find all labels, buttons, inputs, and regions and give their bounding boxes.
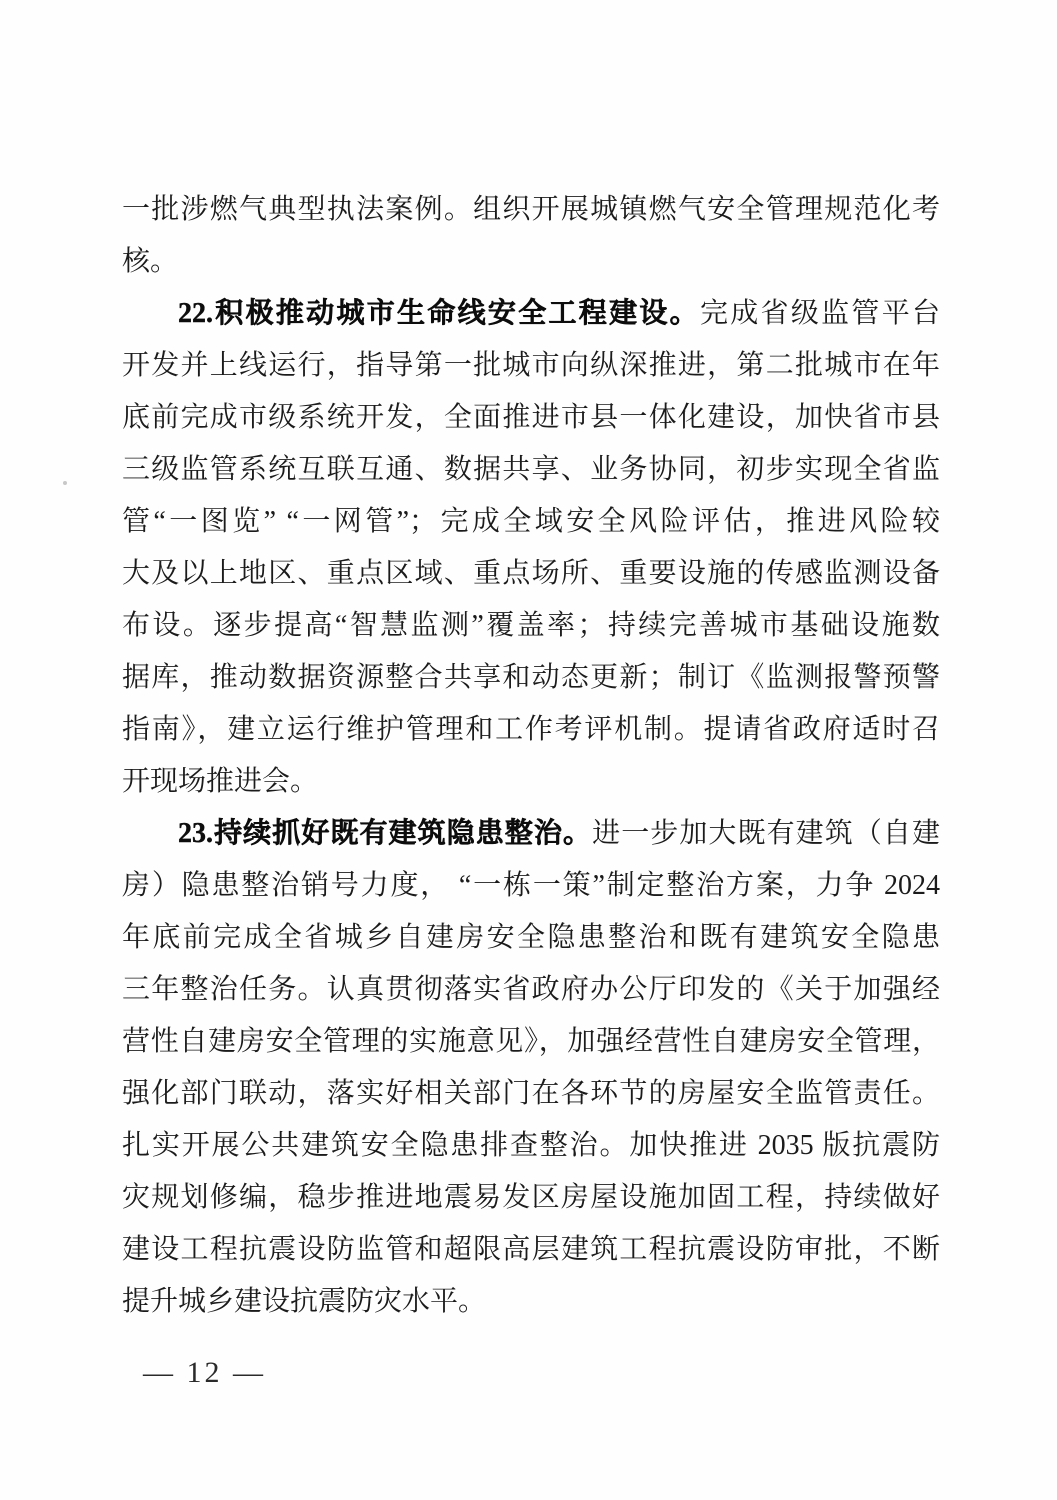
text-line [122,184,940,236]
body-text: 提升城乡建设抗震防灾水平。 [122,1286,487,1317]
text-line [122,1172,940,1224]
text-line [122,496,940,548]
body-text: 指南》，建立运行维护管理和工作考评机制。提请省政府适时召 [122,714,940,745]
text-line [122,704,940,756]
body-text: 三年整治任务。认真贯彻落实省政府办公厅印发的《关于加强经 [122,974,940,1005]
body-text: 核。 [122,246,179,277]
body-text: 完成省级监管平台 [699,298,940,329]
body-text: 开发并上线运行，指导第一批城市向纵深推进，第二批城市在年 [122,350,940,381]
page-number: — 12 — [143,1356,266,1389]
text-line [122,548,940,600]
text-line [122,600,940,652]
text-line [122,808,940,860]
body-text: 建设工程抗震设防监管和超限高层建筑工程抗震设防审批，不断 [122,1234,940,1265]
page-footer [143,1356,266,1390]
text-line [122,1016,940,1068]
body-text: 开现场推进会。 [122,766,319,797]
text-line [122,912,940,964]
text-line [122,652,940,704]
body-text: 年底前完成全省城乡自建房安全隐患整治和既有建筑安全隐患 [122,922,940,953]
body-text: 据库，推动数据资源整合共享和动态更新；制订《监测报警预警 [122,662,940,693]
body-text: 一批涉燃气典型执法案例。组织开展城镇燃气安全管理规范化考 [122,194,940,225]
body-text: 底前完成市级系统开发，全面推进市县一体化建设，加快省市县 [122,402,940,433]
text-line [122,756,940,808]
body-text: 营性自建房安全管理的实施意见》，加强经营性自建房安全管理， [122,1026,940,1057]
paragraph-lead-text: 23.持续抓好既有建筑隐患整治。 [178,818,593,849]
body-text: 强化部门联动，落实好相关部门在各环节的房屋安全监管责任。 [122,1078,940,1109]
scan-speck [63,481,67,485]
body-text: 灾规划修编，稳步推进地震易发区房屋设施加固工程，持续做好 [122,1182,940,1213]
body-text: 管“一图览” “一网管”；完成全域安全风险评估，推进风险较 [122,506,940,537]
text-line [122,1276,940,1328]
text-line [122,444,940,496]
text-line [122,1224,940,1276]
body-text: 进一步加大既有建筑（自建 [592,818,940,849]
body-text: 布设。逐步提高“智慧监测”覆盖率；持续完善城市基础设施数 [122,610,940,641]
document-body [122,184,940,1328]
body-text: 扎实开展公共建筑安全隐患排查整治。加快推进 2035 版抗震防 [122,1130,940,1161]
text-line [122,288,940,340]
text-line [122,1120,940,1172]
text-line [122,392,940,444]
body-text: 大及以上地区、重点区域、重点场所、重要设施的传感监测设备 [122,558,940,589]
text-line [122,964,940,1016]
text-line [122,1068,940,1120]
text-line [122,860,940,912]
text-line [122,340,940,392]
paragraph-lead-text: 22.积极推动城市生命线安全工程建设。 [178,298,700,329]
body-text: 三级监管系统互联互通、数据共享、业务协同，初步实现全省监 [122,454,940,485]
body-text: 房）隐患整治销号力度， “一栋一策”制定整治方案，力争 2024 [122,870,940,901]
text-line [122,236,940,288]
